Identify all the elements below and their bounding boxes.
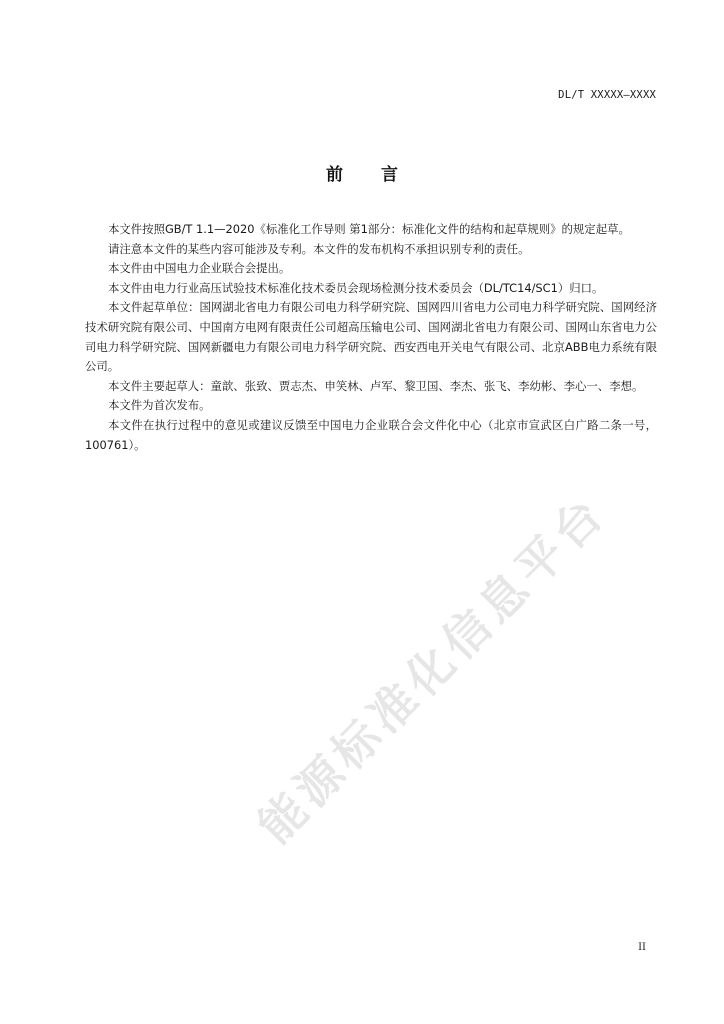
paragraph-drafting-rules: 本文件按照GB/T 1.1—2020《标准化工作导则 第1部分：标准化文件的结构和起草规则》的规定起草。 <box>108 222 630 236</box>
page-number: II <box>638 942 646 953</box>
paragraph-patent-notice: 请注意本文件的某些内容可能涉及专利。本文件的发布机构不承担识别专利的责任。 <box>108 241 530 256</box>
foreword-body <box>85 220 657 455</box>
paragraph-drafting-units: 本文件起草单位：国网湖北省电力有限公司电力科学研究院、国网四川省电力公司电力科学研究院、国网经济技术研究院有限公司、中国南方电网有限责任公司超高压输电公司、国网湖北省电力有限公司、国网山东省电力公司电力科学研究院、国网新疆电力有限公司电力科学研究院、西安西电开关电气有限公司、北京ABB电力系统有限公司。 <box>85 300 657 374</box>
paragraph-administrator: 本文件由电力行业高压试验技术标准化技术委员会现场检测分技术委员会（DL/TC14/SC1）归口。 <box>108 280 604 295</box>
paragraph-drafters: 本文件主要起草人：童歆、张致、贾志杰、申笑林、卢军、黎卫国、李杰、张飞、李幼彬、李心一、李想。 <box>108 378 644 393</box>
paragraph-proposer: 本文件由中国电力企业联合会提出。 <box>108 261 291 276</box>
watermark: 能源标准化信息平台 <box>247 484 617 854</box>
page-title <box>0 160 724 185</box>
title-char-2: 言 <box>381 165 398 185</box>
paragraph-feedback: 本文件在执行过程中的意见或建议反馈至中国电力企业联合会文件化中心（北京市宣武区白广路二条一号，100761）。 <box>85 417 657 452</box>
title-char-1: 前 <box>326 165 343 185</box>
document-code: DL/T XXXXX—XXXX <box>558 89 656 101</box>
paragraph-first-issue: 本文件为首次发布。 <box>108 398 211 413</box>
